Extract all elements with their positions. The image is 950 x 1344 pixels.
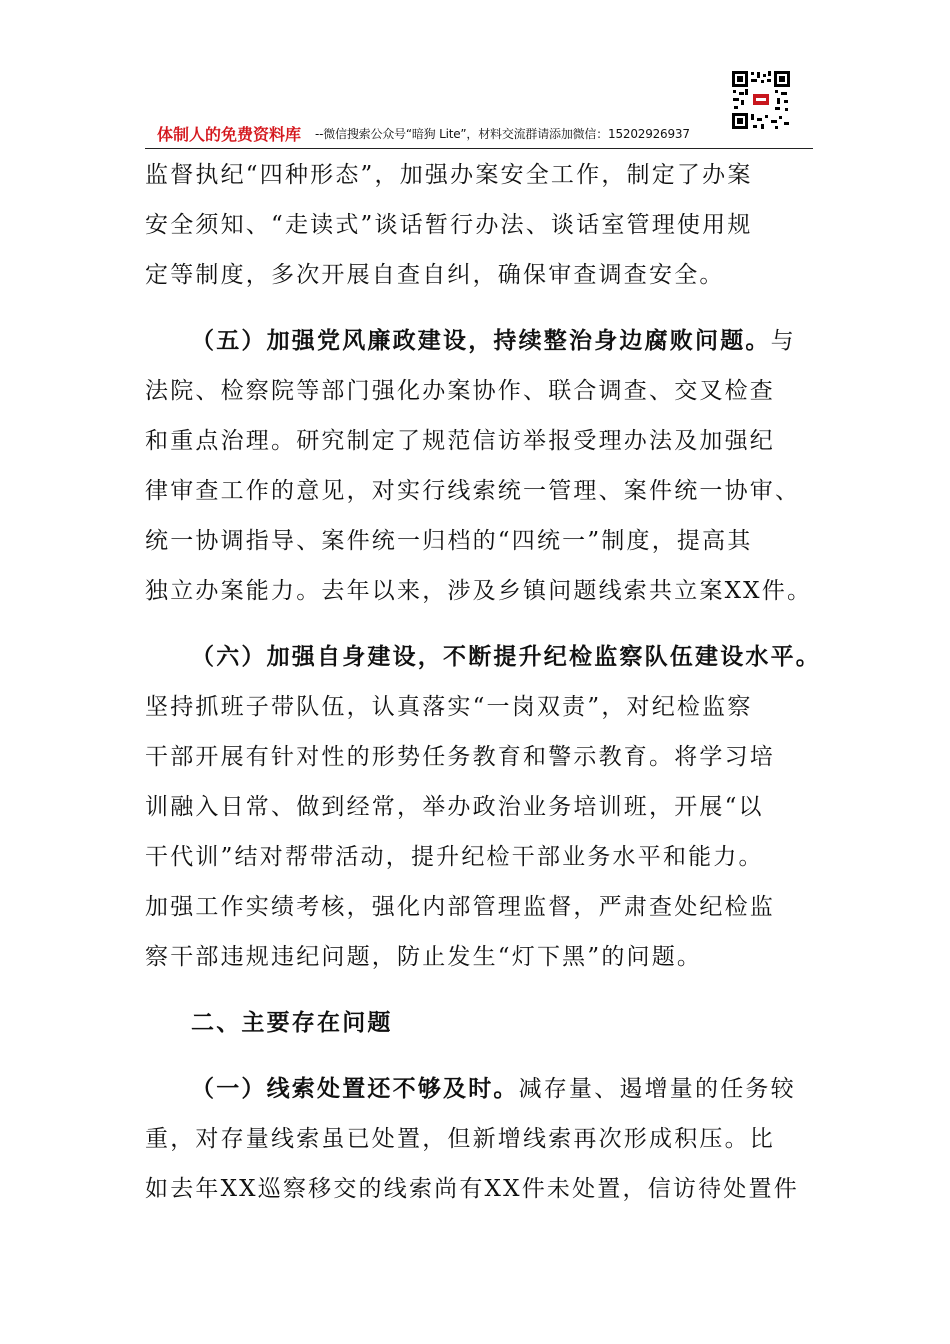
section-two-heading-line	[145, 998, 815, 1048]
section-six-heading: （六）加强自身建设，不断提升纪检监察队伍建设水平。	[191, 643, 821, 670]
text-line: 和重点治理。研究制定了规范信访举报受理办法及加强纪	[145, 428, 775, 454]
header-brand: 体制人的免费资料库	[157, 125, 302, 144]
text-line: 如去年XX巡察移交的线索尚有XX件未处置，信访待处置件	[145, 1176, 799, 1202]
problem-one-heading-tail: 减存量、遏增量的任务较	[518, 1076, 796, 1102]
section-six-heading-line	[145, 632, 821, 682]
problem-one-heading: （一）线索处置还不够及时。	[191, 1075, 519, 1102]
text-line: 训融入日常、做到经常，举办政治业务培训班，开展“以	[145, 794, 764, 820]
text-line: 察干部违规违纪问题，防止发生“灯下黑”的问题。	[145, 944, 703, 970]
text-line: 监督执纪“四种形态”，加强办案安全工作，制定了办案	[145, 162, 753, 188]
section-two-heading: 二、主要存在问题	[191, 1009, 393, 1036]
text-line: 法院、检察院等部门强化办案协作、联合调查、交叉检查	[145, 378, 775, 404]
page-header	[145, 118, 813, 149]
text-line: 干部开展有针对性的形势任务教育和警示教育。将学习培	[145, 744, 775, 770]
text-line: 安全须知、“走读式”谈话暂行办法、谈话室管理使用规	[145, 212, 753, 238]
qr-code-icon	[731, 70, 791, 130]
text-line: 干代训”结对帮带活动，提升纪检干部业务水平和能力。	[145, 844, 764, 870]
problem-one-heading-line	[145, 1064, 815, 1114]
section-five-heading: （五）加强党风廉政建设，持续整治身边腐败问题。	[191, 327, 771, 354]
section-five-heading-tail: 与	[770, 328, 796, 354]
header-subtitle: --微信搜索公众号“暗狗 Lite”，材料交流群请添加微信：15202926937	[315, 127, 690, 141]
section-five-heading-line	[145, 316, 815, 366]
text-line: 律审查工作的意见，对实行线索统一管理、案件统一协审、	[145, 478, 801, 504]
text-line: 独立办案能力。去年以来，涉及乡镇问题线索共立案XX件。	[145, 578, 813, 604]
text-line: 重，对存量线索虽已处置，但新增线索再次形成积压。比	[145, 1126, 775, 1152]
text-line: 统一协调指导、案件统一归档的“四统一”制度，提高其	[145, 528, 753, 554]
text-line: 坚持抓班子带队伍，认真落实“一岗双责”，对纪检监察	[145, 694, 753, 720]
text-line: 加强工作实绩考核，强化内部管理监督，严肃查处纪检监	[145, 894, 775, 920]
text-line: 定等制度，多次开展自查自纠，确保审查调查安全。	[145, 262, 725, 288]
document-body	[145, 150, 821, 1214]
